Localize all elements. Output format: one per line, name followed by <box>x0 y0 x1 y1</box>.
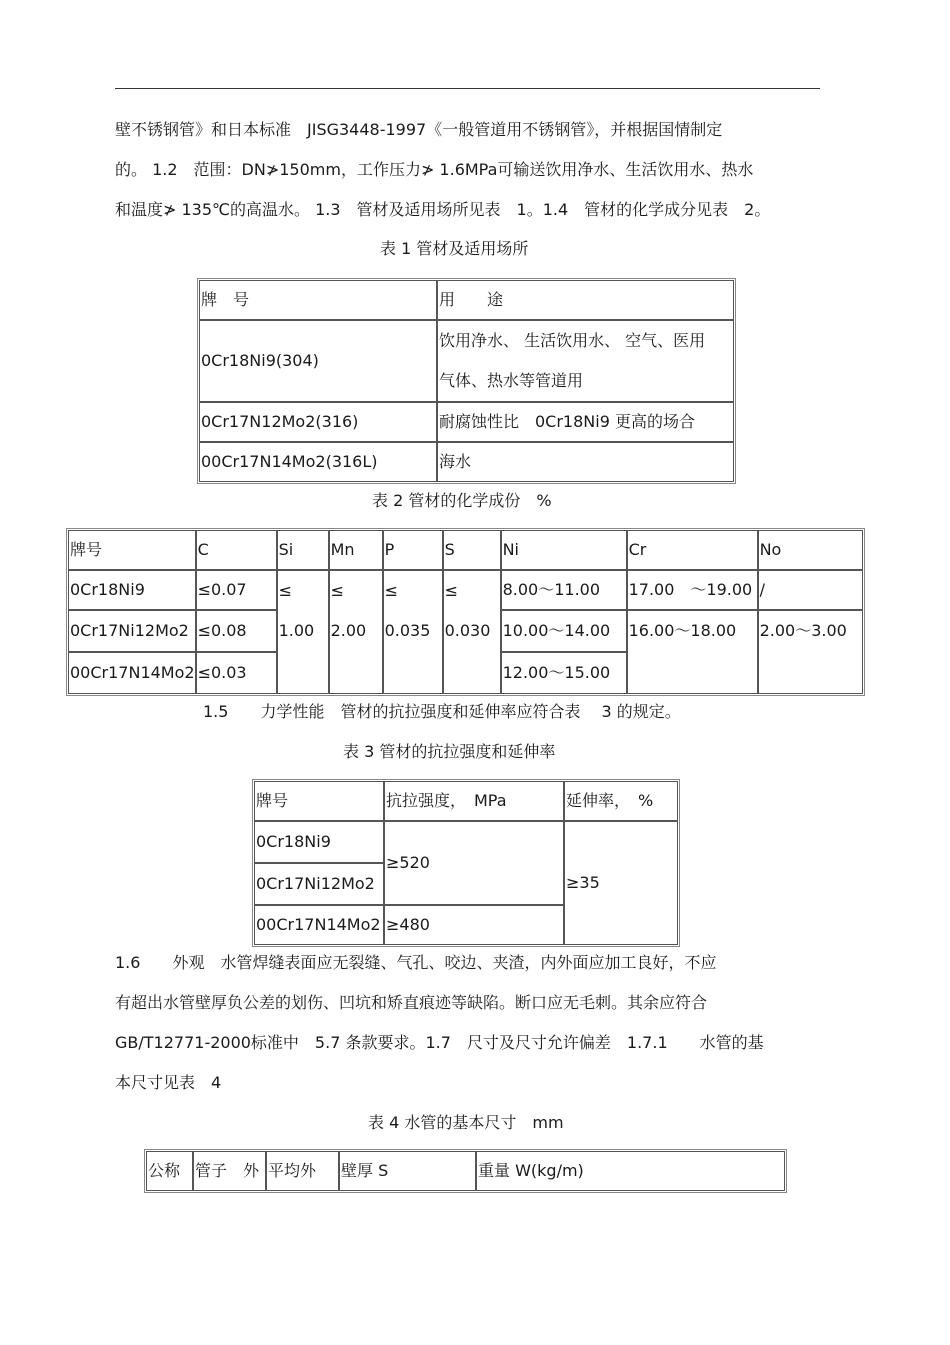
table2-cell-no: / <box>758 570 863 610</box>
table4-header-wall: 壁厚 S <box>339 1151 476 1191</box>
table-row <box>199 320 734 402</box>
table4-header-weight: 重量 W(kg/m) <box>476 1151 785 1191</box>
table1-cell-use: 耐腐蚀性比 0Cr18Ni9 更高的场合 <box>437 402 734 442</box>
table3-cell-grade: 0Cr17Ni12Mo2 <box>254 863 384 905</box>
table2-cell-ni: 8.00～11.00 <box>501 570 627 610</box>
table2-header-ni: Ni <box>501 530 627 570</box>
table-row <box>199 442 734 482</box>
table2-cell-p <box>383 570 443 694</box>
table2 <box>68 530 863 694</box>
table2-cell-grade: 0Cr17Ni12Mo2 <box>68 610 196 652</box>
table3-cell-grade: 0Cr18Ni9 <box>254 821 384 863</box>
table3-header-grade: 牌号 <box>254 781 384 821</box>
table2-cell-s <box>443 570 501 694</box>
table2-header-s: S <box>443 530 501 570</box>
table3-cell-strength: ≥520 <box>384 821 564 905</box>
table2-p-value: 0.035 <box>384 621 431 640</box>
table3-cell-elongation: ≥35 <box>564 821 678 945</box>
table2-cell-cr: 16.00～18.00 <box>627 610 758 694</box>
table3-header-strength: 抗拉强度， MPa <box>384 781 564 821</box>
table2-cell-grade: 0Cr18Ni9 <box>68 570 196 610</box>
table4 <box>146 1151 785 1191</box>
table2-s-symbol: ≤ <box>444 581 458 600</box>
table4-caption: 表 4 水管的基本尺寸 mm <box>368 1113 564 1132</box>
table2-header-c: C <box>196 530 277 570</box>
table2-mn-value: 2.00 <box>330 621 367 640</box>
table2-cell-grade: 00Cr17N14Mo2 <box>68 652 196 694</box>
table4-header-nominal: 公称 <box>146 1151 193 1191</box>
table3-caption: 表 3 管材的抗拉强度和延伸率 <box>343 742 556 761</box>
table3-cell-strength: ≥480 <box>384 905 564 945</box>
header-rule <box>115 88 820 89</box>
table2-cell-ni: 12.00～15.00 <box>501 652 627 694</box>
table2-cell-cr: 17.00 ～19.00 <box>627 570 758 610</box>
table2-cell-c: ≤0.07 <box>196 570 277 610</box>
table1-use-line: 气体、热水等管道用 <box>439 371 584 390</box>
table2-cell-c: ≤0.03 <box>196 652 277 694</box>
table1-cell-use <box>437 320 734 402</box>
table-row <box>68 570 863 610</box>
table-row <box>199 402 734 442</box>
intro-line-2: 的。 1.2 范围：DN≯150mm，工作压力≯ 1.6MPa可输送饮用净水、生活饮用水、热水 <box>115 160 754 179</box>
table2-header-mn: Mn <box>329 530 383 570</box>
table2-header-no: No <box>758 530 863 570</box>
intro-line-3: 和温度≯ 135℃的高温水。 1.3 管材及适用场所见表 1。1.4 管材的化学成分见表 2。 <box>115 200 771 219</box>
table4-header-mean-outer: 平均外 <box>266 1151 339 1191</box>
para-1-6-line-4: 本尺寸见表 4 <box>115 1073 222 1092</box>
table2-header-cr: Cr <box>627 530 758 570</box>
table2-cell-c: ≤0.08 <box>196 610 277 652</box>
table1-cell-grade: 0Cr18Ni9(304) <box>199 320 437 402</box>
para-1-5: 1.5 力学性能 管材的抗拉强度和延伸率应符合表 3 的规定。 <box>203 702 681 721</box>
table1-use-line: 饮用净水、 生活饮用水、 空气、医用 <box>439 331 706 350</box>
table2-caption: 表 2 管材的化学成份 % <box>372 491 552 510</box>
table2-cell-si <box>277 570 329 694</box>
table2-cell-ni: 10.00～14.00 <box>501 610 627 652</box>
para-1-6-line-3: GB/T12771-2000标准中 5.7 条款要求。1.7 尺寸及尺寸允许偏差 1.7.1 水管的基 <box>115 1033 764 1052</box>
table3 <box>254 781 678 945</box>
table1-cell-grade: 0Cr17N12Mo2(316) <box>199 402 437 442</box>
table-row <box>254 821 678 863</box>
table2-si-symbol: ≤ <box>278 581 292 600</box>
table2-s-value: 0.030 <box>444 621 491 640</box>
table1-header-grade: 牌 号 <box>199 280 437 320</box>
table2-header-p: P <box>383 530 443 570</box>
table1-caption: 表 1 管材及适用场所 <box>380 239 529 258</box>
table1-header-use: 用 途 <box>437 280 734 320</box>
table2-header-grade: 牌号 <box>68 530 196 570</box>
para-1-6-line-2: 有超出水管壁厚负公差的划伤、凹坑和矫直痕迹等缺陷。断口应无毛刺。其余应符合 <box>115 993 708 1012</box>
table2-p-symbol: ≤ <box>384 581 398 600</box>
table2-mn-symbol: ≤ <box>330 581 344 600</box>
table2-cell-no: 2.00～3.00 <box>758 610 863 694</box>
table3-header-elongation: 延伸率， % <box>564 781 678 821</box>
intro-line-1: 壁不锈钢管》和日本标准 JISG3448-1997《一般管道用不锈钢管》，并根据国情制定 <box>115 120 723 139</box>
table2-header-si: Si <box>277 530 329 570</box>
table1-cell-grade: 00Cr17N14Mo2(316L) <box>199 442 437 482</box>
table2-si-value: 1.00 <box>278 621 315 640</box>
table3-cell-grade: 00Cr17N14Mo2 <box>254 905 384 945</box>
table2-cell-mn <box>329 570 383 694</box>
table1 <box>199 280 734 482</box>
para-1-6-line-1: 1.6 外观 水管焊缝表面应无裂缝、气孔、咬边、夹渣，内外面应加工良好，不应 <box>115 953 717 972</box>
table1-cell-use: 海水 <box>437 442 734 482</box>
table4-header-pipe-outer: 管子 外 <box>193 1151 266 1191</box>
